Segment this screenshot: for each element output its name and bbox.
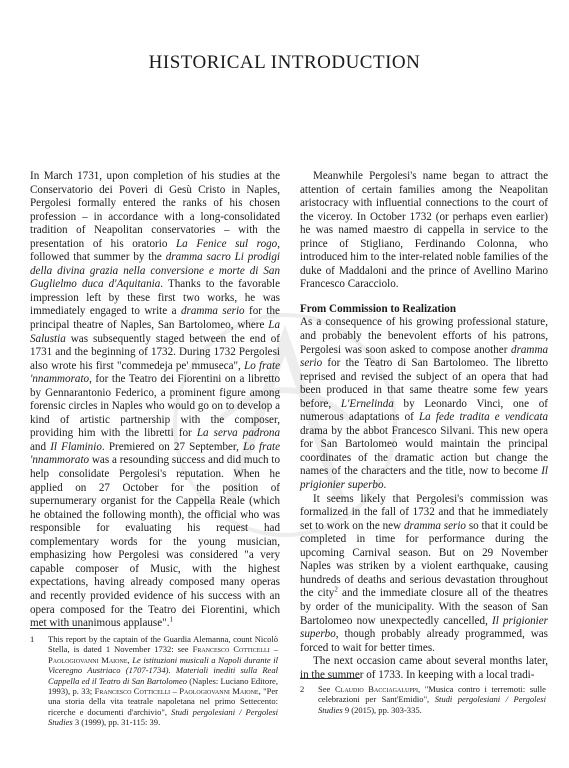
term: dramma serio: [300, 343, 548, 370]
page-title: HISTORICAL INTRODUCTION: [148, 52, 421, 73]
text-run: and: [30, 440, 51, 453]
text-run: , though probably already programmed, was forced to wait for better times.: [300, 628, 548, 654]
work-title: Studi pergolesiani / Pergolesi Studies: [318, 694, 546, 715]
footnote-ref[interactable]: 1: [169, 615, 173, 624]
text-run: .: [383, 479, 387, 492]
paragraph: [30, 170, 280, 631]
work-title: dramma sacro Li prodigi della divina grazia nella conversione e morte di San Guglielmo duca d'Aquitania: [30, 251, 280, 291]
text-run: for the principal theatre of Naples, San Bartolomeo, where: [30, 305, 280, 332]
text-run: , "Per una storia della vita teatrale napoletana nel primo Settecento: ricerche e documenti d'archivio",: [48, 686, 279, 717]
work-title: La Salustia: [30, 319, 280, 345]
work-title: Il prigionier superbo: [300, 465, 548, 492]
work-title: La Fenice sul rogo: [175, 237, 278, 250]
author: Francesco Cotticelli – Paologiovanni Maione: [48, 644, 278, 665]
footnote-number: 1: [30, 634, 35, 644]
work-title: Il prigionier superbo: [300, 614, 548, 641]
text-run: . Premiered on 27 September,: [101, 440, 244, 453]
text-run: (Naples: Luciano Editore, 1993), p. 33;: [48, 675, 278, 697]
text-run: drama by the abbot Francesco Silvani. This new opera for San Bartolomeo would maintain the principal coordinates of the dramatic action but change the names of the characters and the title, now to become: [300, 424, 548, 478]
text-run: , for the Teatro dei Fiorentini on a libretto by Gennarantonio Federico, a prominent figure among forensic circles in Naples who would go on to develop a kind of artistic partnership with the composer, providing him with the libretti for: [30, 373, 280, 440]
paragraph: [300, 316, 548, 492]
text-run: It seems likely that Pergolesi's commission was formalized in the fall of 1732 and that he immediately set to work on the new: [300, 492, 548, 532]
work-title: La serva padrona: [196, 427, 280, 440]
text-run: As a consequence of his growing professional stature, and probably the benevolent efforts of his patrons, Pergolesi was soon asked to compose another: [300, 316, 548, 356]
text-run: so that it could be completed in time for performance during the upcoming Carnival season. But on 29 November Naples was striken by a violent earthquake, causing hundreds of deaths and serious devastation throughout the city: [300, 519, 548, 600]
work-title: Lo frate 'nnammorato: [30, 359, 280, 386]
work-title: L'Ernelinda: [340, 397, 394, 410]
text-run: 9 (2015), pp. 303-335.: [342, 704, 422, 715]
term: dramma serio: [403, 519, 466, 532]
footnote-1: [30, 634, 280, 728]
work-title: Le istituzioni musicali a Napoli durante il Viceregno Austriaco (1707-1734). Materiali inediti sulla Real Cappella ed il Teatro di San Bartolomeo: [48, 654, 278, 686]
work-title: Studi pergolesiani / Pergolesi Studies: [48, 706, 278, 728]
text-run: was a resounding success and did much to help consolidate Pergolesi's reputation. When he applied on 27 October for the position of supernumerary organist for the Cappella Reale (which he obtained the following month), the official who was responsible for evaluating his request had complementary words for the young musician, emphasizing how Pergolesi was considered "a very capable composer of Music, with the highest expectations, having already composed many operas and recently provided evidence of his success with an opera composed for the Teatro dei Fiorentini, which met with unanimous applause".: [30, 454, 280, 630]
text-run: 3 (1999), pp. 31-115: 39.: [72, 717, 161, 728]
right-text-column: [300, 170, 548, 682]
work-title: Lo frate 'nnammorato: [30, 440, 281, 467]
author: Claudio Bacciagaluppi: [334, 684, 418, 694]
paragraph: [300, 493, 548, 656]
paragraph: Meanwhile Pergolesi's name began to attract the attention of certain families among the Neapolitan aristocracy with influential connections to the court of the viceroy. In October 1732 (or perhaps even earlier) he was named maestro di cappella in service to the prince of Stigliano, Ferdinando Colonna, who introduced him to the inter-related noble families of the duke of Maddaloni and the prince of Avellino Marino Francesco Caracciolo.: [300, 170, 548, 291]
footnote-number: 2: [300, 684, 305, 694]
footnote-2: [300, 684, 548, 715]
footnote-ref[interactable]: 2: [334, 585, 338, 594]
text-run: ,: [127, 654, 133, 665]
term: dramma serio: [180, 305, 245, 318]
text-run: . Thanks to the favorable impression left by these first two works, he was immediately engaged to write a: [30, 278, 281, 318]
text-run: This report by the captain of the Guardia Alemanna, count Nicolò Stella, is dated 1 November 1732: see: [48, 634, 278, 655]
text-run: In March 1731, upon completion of his studies at the Conservatorio dei Poveri di Gesù Cristo in Naples, Pergolesi formally entered the ranks of his chosen profession – in accordance with a long-consolidated tradition of Neapolitan conservatories – with the presentation of his oratorio: [30, 170, 280, 250]
left-text-column: [30, 170, 280, 631]
work-title: La fede tradita e vendicata: [418, 411, 548, 424]
text-run: , followed that summer by the: [30, 237, 280, 264]
footnote-divider: [300, 678, 360, 679]
work-title: Il Flaminio: [50, 440, 102, 453]
footnote-text: [48, 634, 278, 728]
footnote-text: [318, 684, 546, 715]
paragraph: The next occasion came about several months later, in the summer of 1733. In keeping with a local tradi-: [300, 655, 548, 681]
text-run: See: [318, 684, 335, 694]
text-run: by Leonardo Vinci, one of numerous adaptations of: [300, 397, 548, 424]
author: Francesco Cotticelli – Paologiovanni Maione: [94, 686, 259, 697]
text-run: , "Musica contro i terremoti: sulle celebrazioni per Sant'Emidio",: [318, 684, 546, 705]
footnote-divider: [30, 628, 90, 629]
text-run: for the Teatro di San Bartolomeo. The libretto reprised and revised the subject of an opera that had been produced in that same theatre some few years before,: [300, 357, 548, 410]
text-run: was subsequently staged between the end of 1731 and the beginning of 1732. During 1732 Pergolesi also wrote his first "commedeja pe' mmuseca",: [30, 332, 280, 372]
section-heading: From Commission to Realization: [300, 302, 457, 315]
text-run: and the immediate closure all of the theatres by order of the municipality. With the season of San Bartolomeo now unexpectedly cancelled,: [300, 587, 548, 627]
